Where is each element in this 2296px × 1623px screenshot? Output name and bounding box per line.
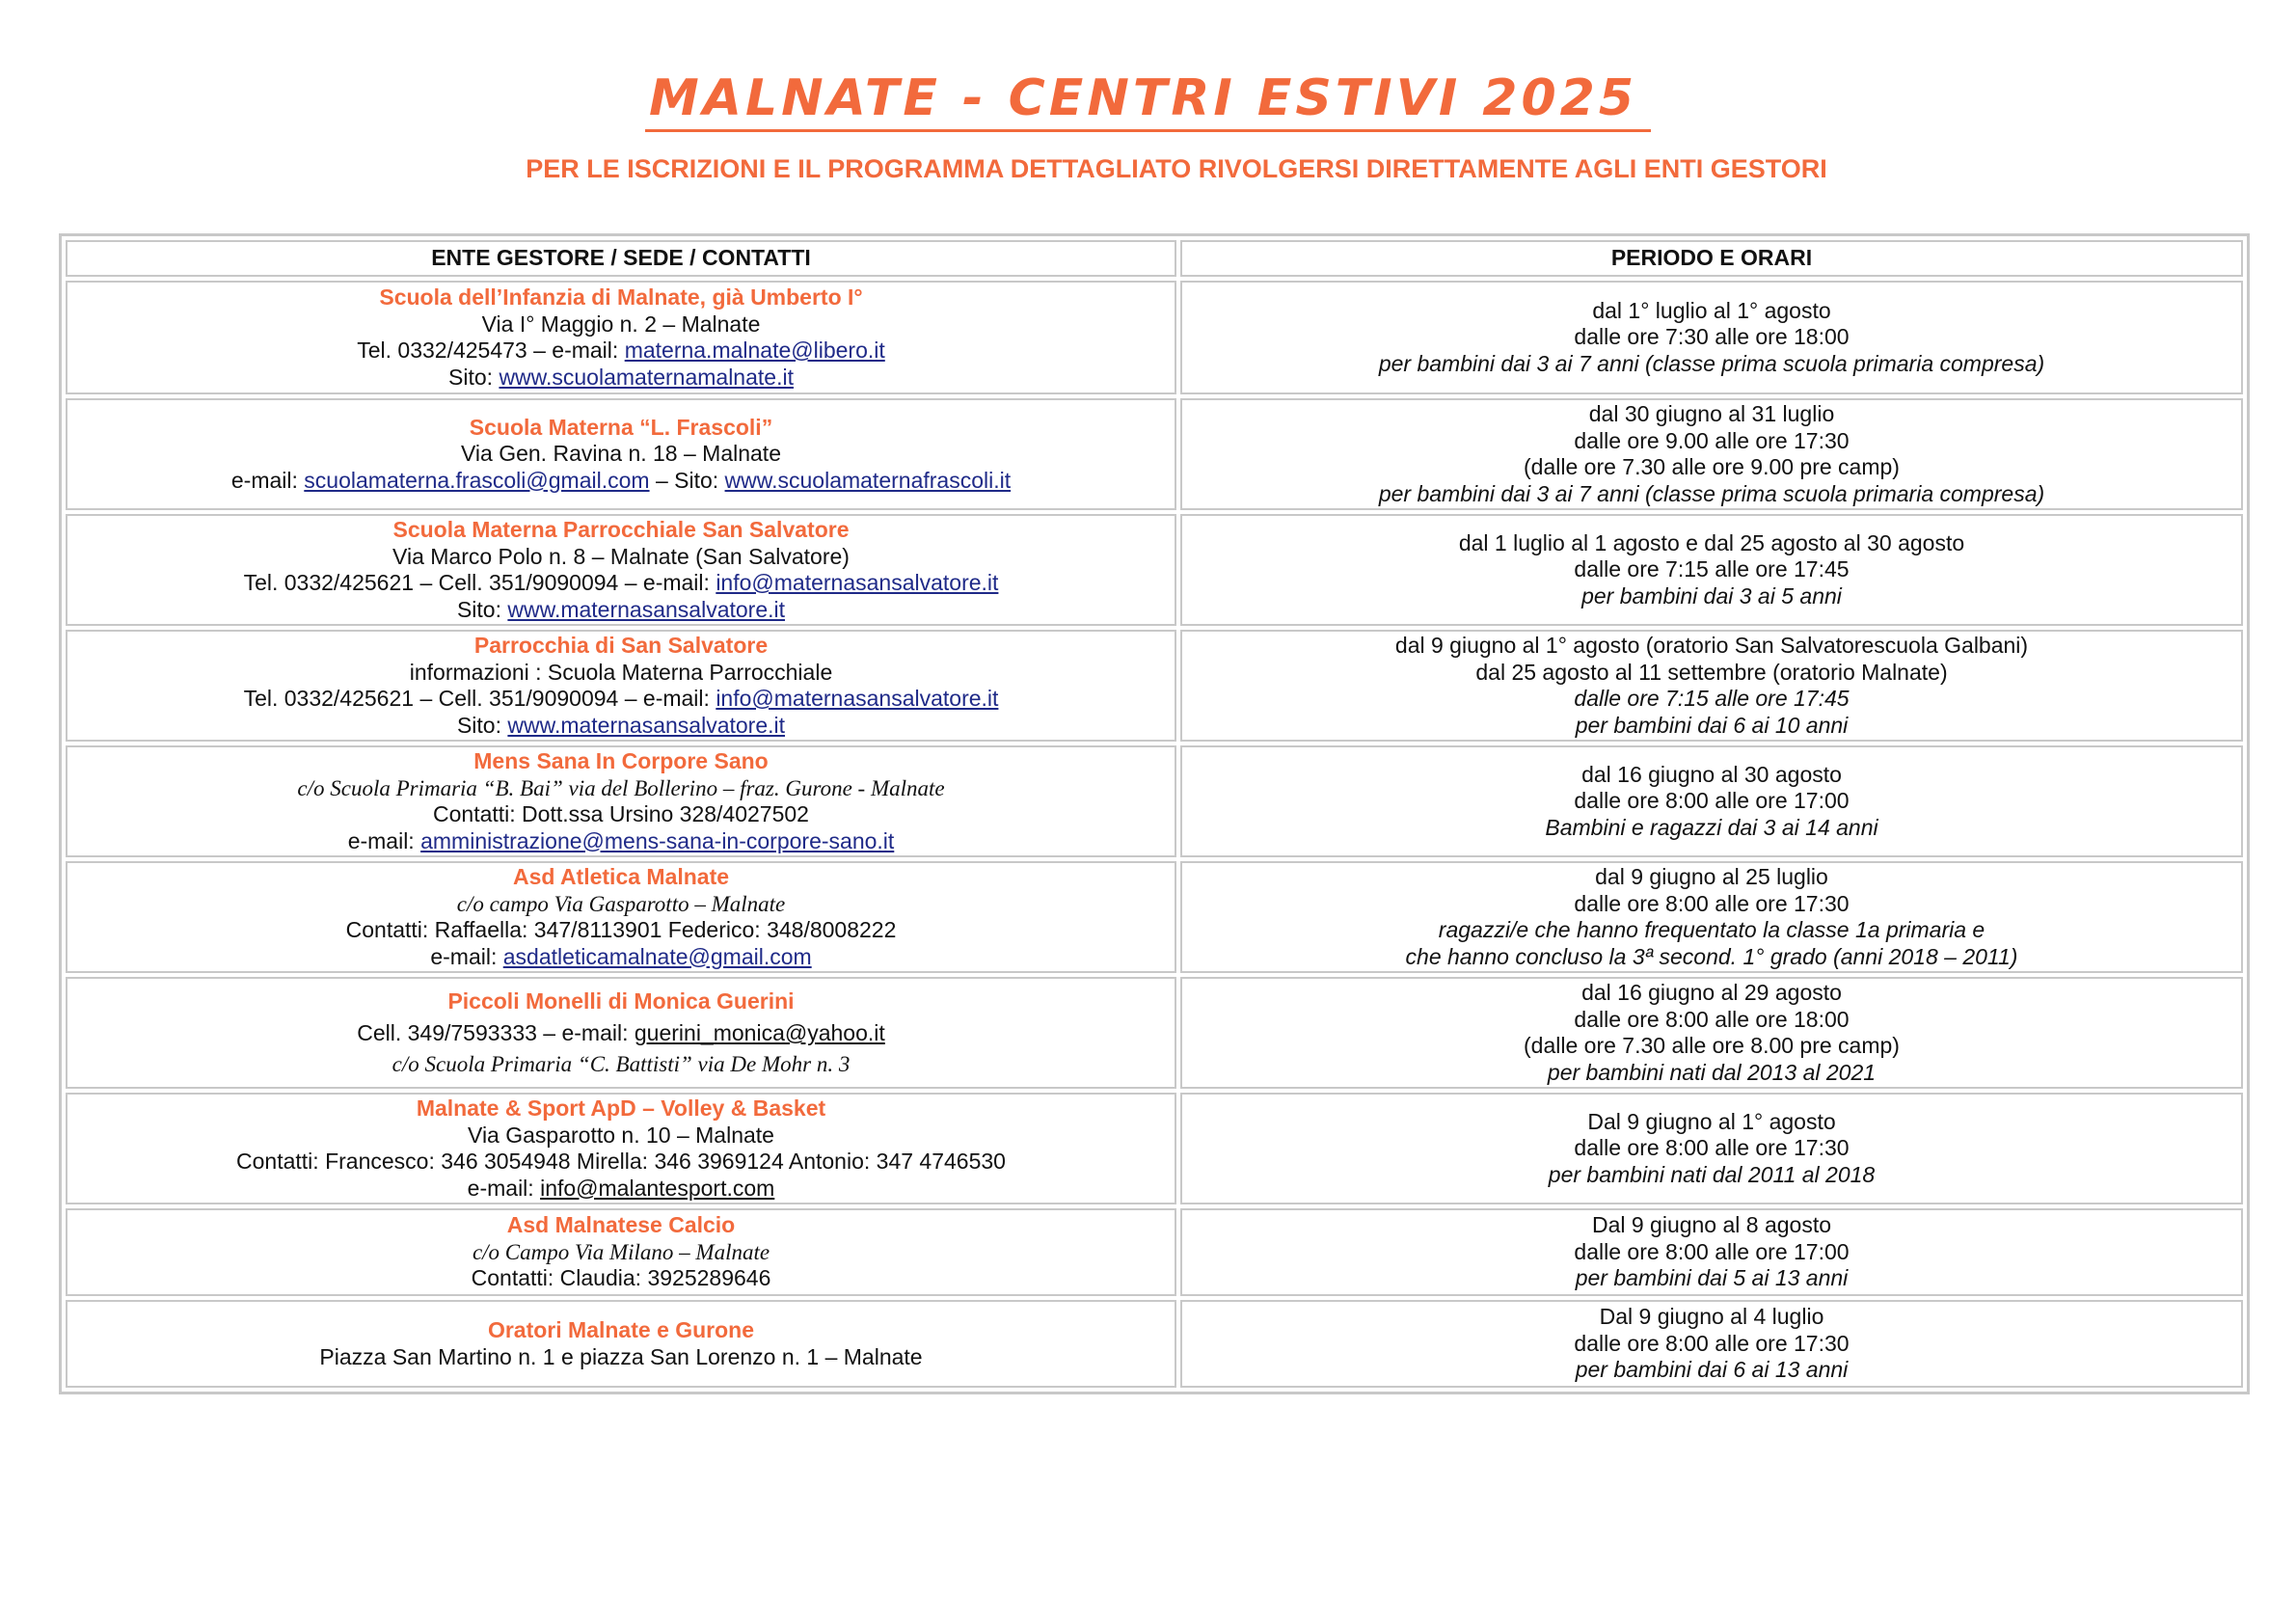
period-target: ragazzi/e che hanno frequentato la classe 1a primaria e	[1438, 917, 1985, 942]
period-cell	[1180, 630, 2243, 742]
ente-cell	[66, 861, 1176, 973]
email-link[interactable]: guerini_monica@yahoo.it	[634, 1020, 885, 1046]
table-row	[66, 861, 2243, 973]
period-target: per bambini dai 3 ai 7 anni (classe prima scuola primaria compresa)	[1378, 350, 2045, 376]
page-title	[0, 69, 2296, 127]
ente-location: c/o campo Via Gasparotto – Malnate	[456, 891, 786, 916]
period-hours: dalle ore 7:15 alle ore 17:45	[1574, 556, 1850, 582]
site-prefix: Sito:	[456, 596, 508, 622]
table-row	[66, 1208, 2243, 1296]
table-row	[66, 281, 2243, 394]
period-precamp: (dalle ore 7.30 alle ore 9.00 pre camp)	[1524, 454, 1900, 479]
ente-cell	[66, 745, 1176, 857]
table-row	[66, 977, 2243, 1089]
period-cell	[1180, 398, 2243, 510]
header-periodo: PERIODO E ORARI	[1180, 240, 2243, 277]
site-link[interactable]: www.scuolamaternafrascoli.it	[724, 467, 1012, 493]
contact-prefix: Tel. 0332/425473 – e-mail:	[357, 338, 625, 363]
contact-prefix: Tel. 0332/425621 – Cell. 351/9090094 – e-mail:	[243, 570, 716, 595]
period-target: per bambini dai 6 ai 13 anni	[1575, 1357, 1849, 1383]
period-target: per bambini dai 5 ai 13 anni	[1575, 1265, 1849, 1291]
page-subtitle: PER LE ISCRIZIONI E IL PROGRAMMA DETTAGLIATO RIVOLGERSI DIRETTAMENTE AGLI ENTI GESTORI	[526, 154, 1827, 183]
period-dates: Dal 9 giugno al 4 luglio	[1599, 1304, 1824, 1330]
table-row	[66, 630, 2243, 742]
ente-cell	[66, 398, 1176, 510]
period-cell	[1180, 1208, 2243, 1296]
page-title-text: MALNATE - CENTRI ESTIVI 2025	[645, 69, 1651, 132]
period-cell	[1180, 1093, 2243, 1204]
centers-table	[59, 233, 2250, 1394]
ente-name: Piccoli Monelli di Monica Guerini	[447, 987, 795, 1014]
ente-name: Asd Malnatese Calcio	[506, 1212, 736, 1238]
ente-contacts	[73, 1020, 1169, 1047]
table-row	[66, 1300, 2243, 1388]
period-dates: dal 9 giugno al 25 luglio	[1595, 864, 1828, 889]
contact-prefix: Cell. 349/7593333 – e-mail:	[357, 1020, 635, 1046]
ente-cell	[66, 281, 1176, 394]
site-link[interactable]: www.maternasansalvatore.it	[507, 596, 786, 622]
ente-name: Scuola dell’Infanzia di Malnate, già Umberto I°	[379, 284, 863, 310]
email-link[interactable]: info@malantesport.com	[540, 1175, 775, 1201]
ente-name: Parrocchia di San Salvatore	[473, 633, 769, 658]
period-hours: dalle ore 7:30 alle ore 18:00	[1574, 324, 1850, 350]
period-precamp: (dalle ore 7.30 alle ore 8.00 pre camp)	[1524, 1033, 1900, 1058]
period-target: per bambini nati dal 2013 al 2021	[1547, 1059, 1877, 1085]
period-target-2: che hanno concluso la 3ª second. 1° grado (anni 2018 – 2011)	[1405, 943, 2018, 969]
table-row	[66, 398, 2243, 510]
email-link[interactable]: materna.malnate@libero.it	[624, 338, 885, 363]
ente-address: Piazza San Martino n. 1 e piazza San Lorenzo n. 1 – Malnate	[319, 1343, 923, 1369]
site-link[interactable]: www.scuolamaternamalnate.it	[499, 364, 794, 390]
period-cell	[1180, 977, 2243, 1089]
ente-cell	[66, 630, 1176, 742]
period-target: per bambini dai 3 ai 7 anni (classe prima scuola primaria compresa)	[1378, 480, 2045, 506]
ente-contacts: Contatti: Francesco: 346 3054948 Mirella: 346 3969124 Antonio: 347 4746530	[236, 1149, 1006, 1174]
ente-name: Scuola Materna “L. Frascoli”	[469, 414, 773, 440]
ente-name: Mens Sana In Corpore Sano	[473, 748, 769, 773]
period-hours: dalle ore 8:00 alle ore 18:00	[1574, 1006, 1850, 1032]
ente-email	[73, 944, 1169, 971]
ente-contacts: Contatti: Claudia: 3925289646	[471, 1265, 771, 1291]
period-hours: dalle ore 8:00 alle ore 17:30	[1574, 890, 1850, 916]
ente-cell	[66, 1300, 1176, 1388]
period-hours: dalle ore 8:00 alle ore 17:00	[1574, 1238, 1850, 1264]
period-dates: Dal 9 giugno al 1° agosto	[1587, 1108, 1836, 1134]
ente-cell	[66, 514, 1176, 626]
table-row	[66, 1093, 2243, 1204]
ente-contacts: Contatti: Dott.ssa Ursino 328/4027502	[433, 801, 809, 826]
table-row	[66, 514, 2243, 626]
period-target: per bambini dai 6 ai 10 anni	[1575, 712, 1849, 738]
ente-email	[73, 1176, 1169, 1203]
ente-cell	[66, 977, 1176, 1089]
period-dates-2: dal 25 agosto al 11 settembre (oratorio Malnate)	[1475, 659, 1948, 685]
ente-address: Via Gen. Ravina n. 18 – Malnate	[460, 441, 781, 467]
ente-contacts: Contatti: Raffaella: 347/8113901 Federico: 348/8008222	[345, 917, 897, 942]
period-cell	[1180, 514, 2243, 626]
ente-site	[73, 365, 1169, 392]
email-prefix: e-mail:	[467, 1175, 541, 1201]
ente-address: Via Gasparotto n. 10 – Malnate	[468, 1122, 774, 1148]
period-target: per bambini dai 3 ai 5 anni	[1581, 582, 1842, 609]
period-cell	[1180, 861, 2243, 973]
period-target: Bambini e ragazzi dai 3 ai 14 anni	[1545, 814, 1878, 840]
ente-location: c/o Scuola Primaria “B. Bai” via del Bollerino – fraz. Gurone - Malnate	[297, 775, 945, 800]
ente-location: c/o Campo Via Milano – Malnate	[472, 1239, 770, 1264]
period-hours: dalle ore 7:15 alle ore 17:45	[1574, 686, 1850, 711]
period-dates: dal 1 luglio al 1 agosto e dal 25 agosto al 30 agosto	[1458, 529, 1965, 555]
period-dates: dal 30 giugno al 31 luglio	[1588, 401, 1835, 426]
ente-contacts	[73, 468, 1169, 495]
period-hours: dalle ore 9.00 alle ore 17:30	[1574, 427, 1850, 453]
period-hours: dalle ore 8:00 alle ore 17:30	[1574, 1135, 1850, 1161]
period-cell	[1180, 745, 2243, 857]
email-link[interactable]: info@maternasansalvatore.it	[716, 570, 999, 595]
period-target: per bambini nati dal 2011 al 2018	[1548, 1161, 1876, 1187]
ente-contacts	[73, 338, 1169, 365]
header-ente: ENTE GESTORE / SEDE / CONTATTI	[66, 240, 1176, 277]
period-cell	[1180, 1300, 2243, 1388]
period-hours: dalle ore 8:00 alle ore 17:00	[1574, 788, 1850, 814]
ente-cell	[66, 1208, 1176, 1296]
ente-site	[73, 713, 1169, 740]
ente-email	[73, 828, 1169, 855]
site-link[interactable]: www.maternasansalvatore.it	[507, 712, 786, 738]
ente-contacts	[73, 686, 1169, 713]
ente-site	[73, 597, 1169, 624]
table-header-row	[66, 240, 2243, 277]
ente-cell	[66, 1093, 1176, 1204]
period-dates: dal 16 giugno al 29 agosto	[1581, 980, 1842, 1005]
period-hours: dalle ore 8:00 alle ore 17:30	[1574, 1330, 1850, 1356]
contact-prefix: e-mail:	[230, 467, 305, 493]
site-prefix: – Sito:	[649, 467, 725, 493]
email-prefix: e-mail:	[347, 827, 421, 853]
ente-name: Asd Atletica Malnate	[512, 864, 730, 889]
email-prefix: e-mail:	[430, 943, 503, 969]
ente-name: Scuola Materna Parrocchiale San Salvatore	[392, 517, 850, 542]
ente-location: c/o Scuola Primaria “C. Battisti” via De Mohr n. 3	[392, 1051, 851, 1076]
site-prefix: Sito:	[456, 712, 508, 738]
email-link[interactable]: info@maternasansalvatore.it	[716, 686, 999, 711]
email-link[interactable]: asdatleticamalnate@gmail.com	[502, 943, 812, 969]
table-row	[66, 745, 2243, 857]
ente-address: Via Marco Polo n. 8 – Malnate (San Salvatore)	[392, 543, 850, 569]
email-link[interactable]: scuolamaterna.frascoli@gmail.com	[304, 467, 650, 493]
period-cell	[1180, 281, 2243, 394]
ente-name: Oratori Malnate e Gurone	[487, 1317, 755, 1342]
ente-info: informazioni : Scuola Materna Parrocchiale	[409, 659, 833, 685]
contact-prefix: Tel. 0332/425621 – Cell. 351/9090094 – e-mail:	[243, 686, 716, 711]
period-dates: dal 16 giugno al 30 agosto	[1581, 761, 1842, 787]
ente-address: Via I° Maggio n. 2 – Malnate	[481, 311, 761, 337]
ente-name: Malnate & Sport ApD – Volley & Basket	[416, 1096, 826, 1121]
site-prefix: Sito:	[448, 364, 500, 390]
email-link[interactable]: amministrazione@mens-sana-in-corpore-sano.it	[420, 827, 895, 853]
ente-contacts	[73, 570, 1169, 597]
period-dates: Dal 9 giugno al 8 agosto	[1591, 1212, 1832, 1238]
period-dates: dal 1° luglio al 1° agosto	[1592, 297, 1831, 323]
period-dates: dal 9 giugno al 1° agosto (oratorio San Salvatorescuola Galbani)	[1394, 633, 2029, 658]
